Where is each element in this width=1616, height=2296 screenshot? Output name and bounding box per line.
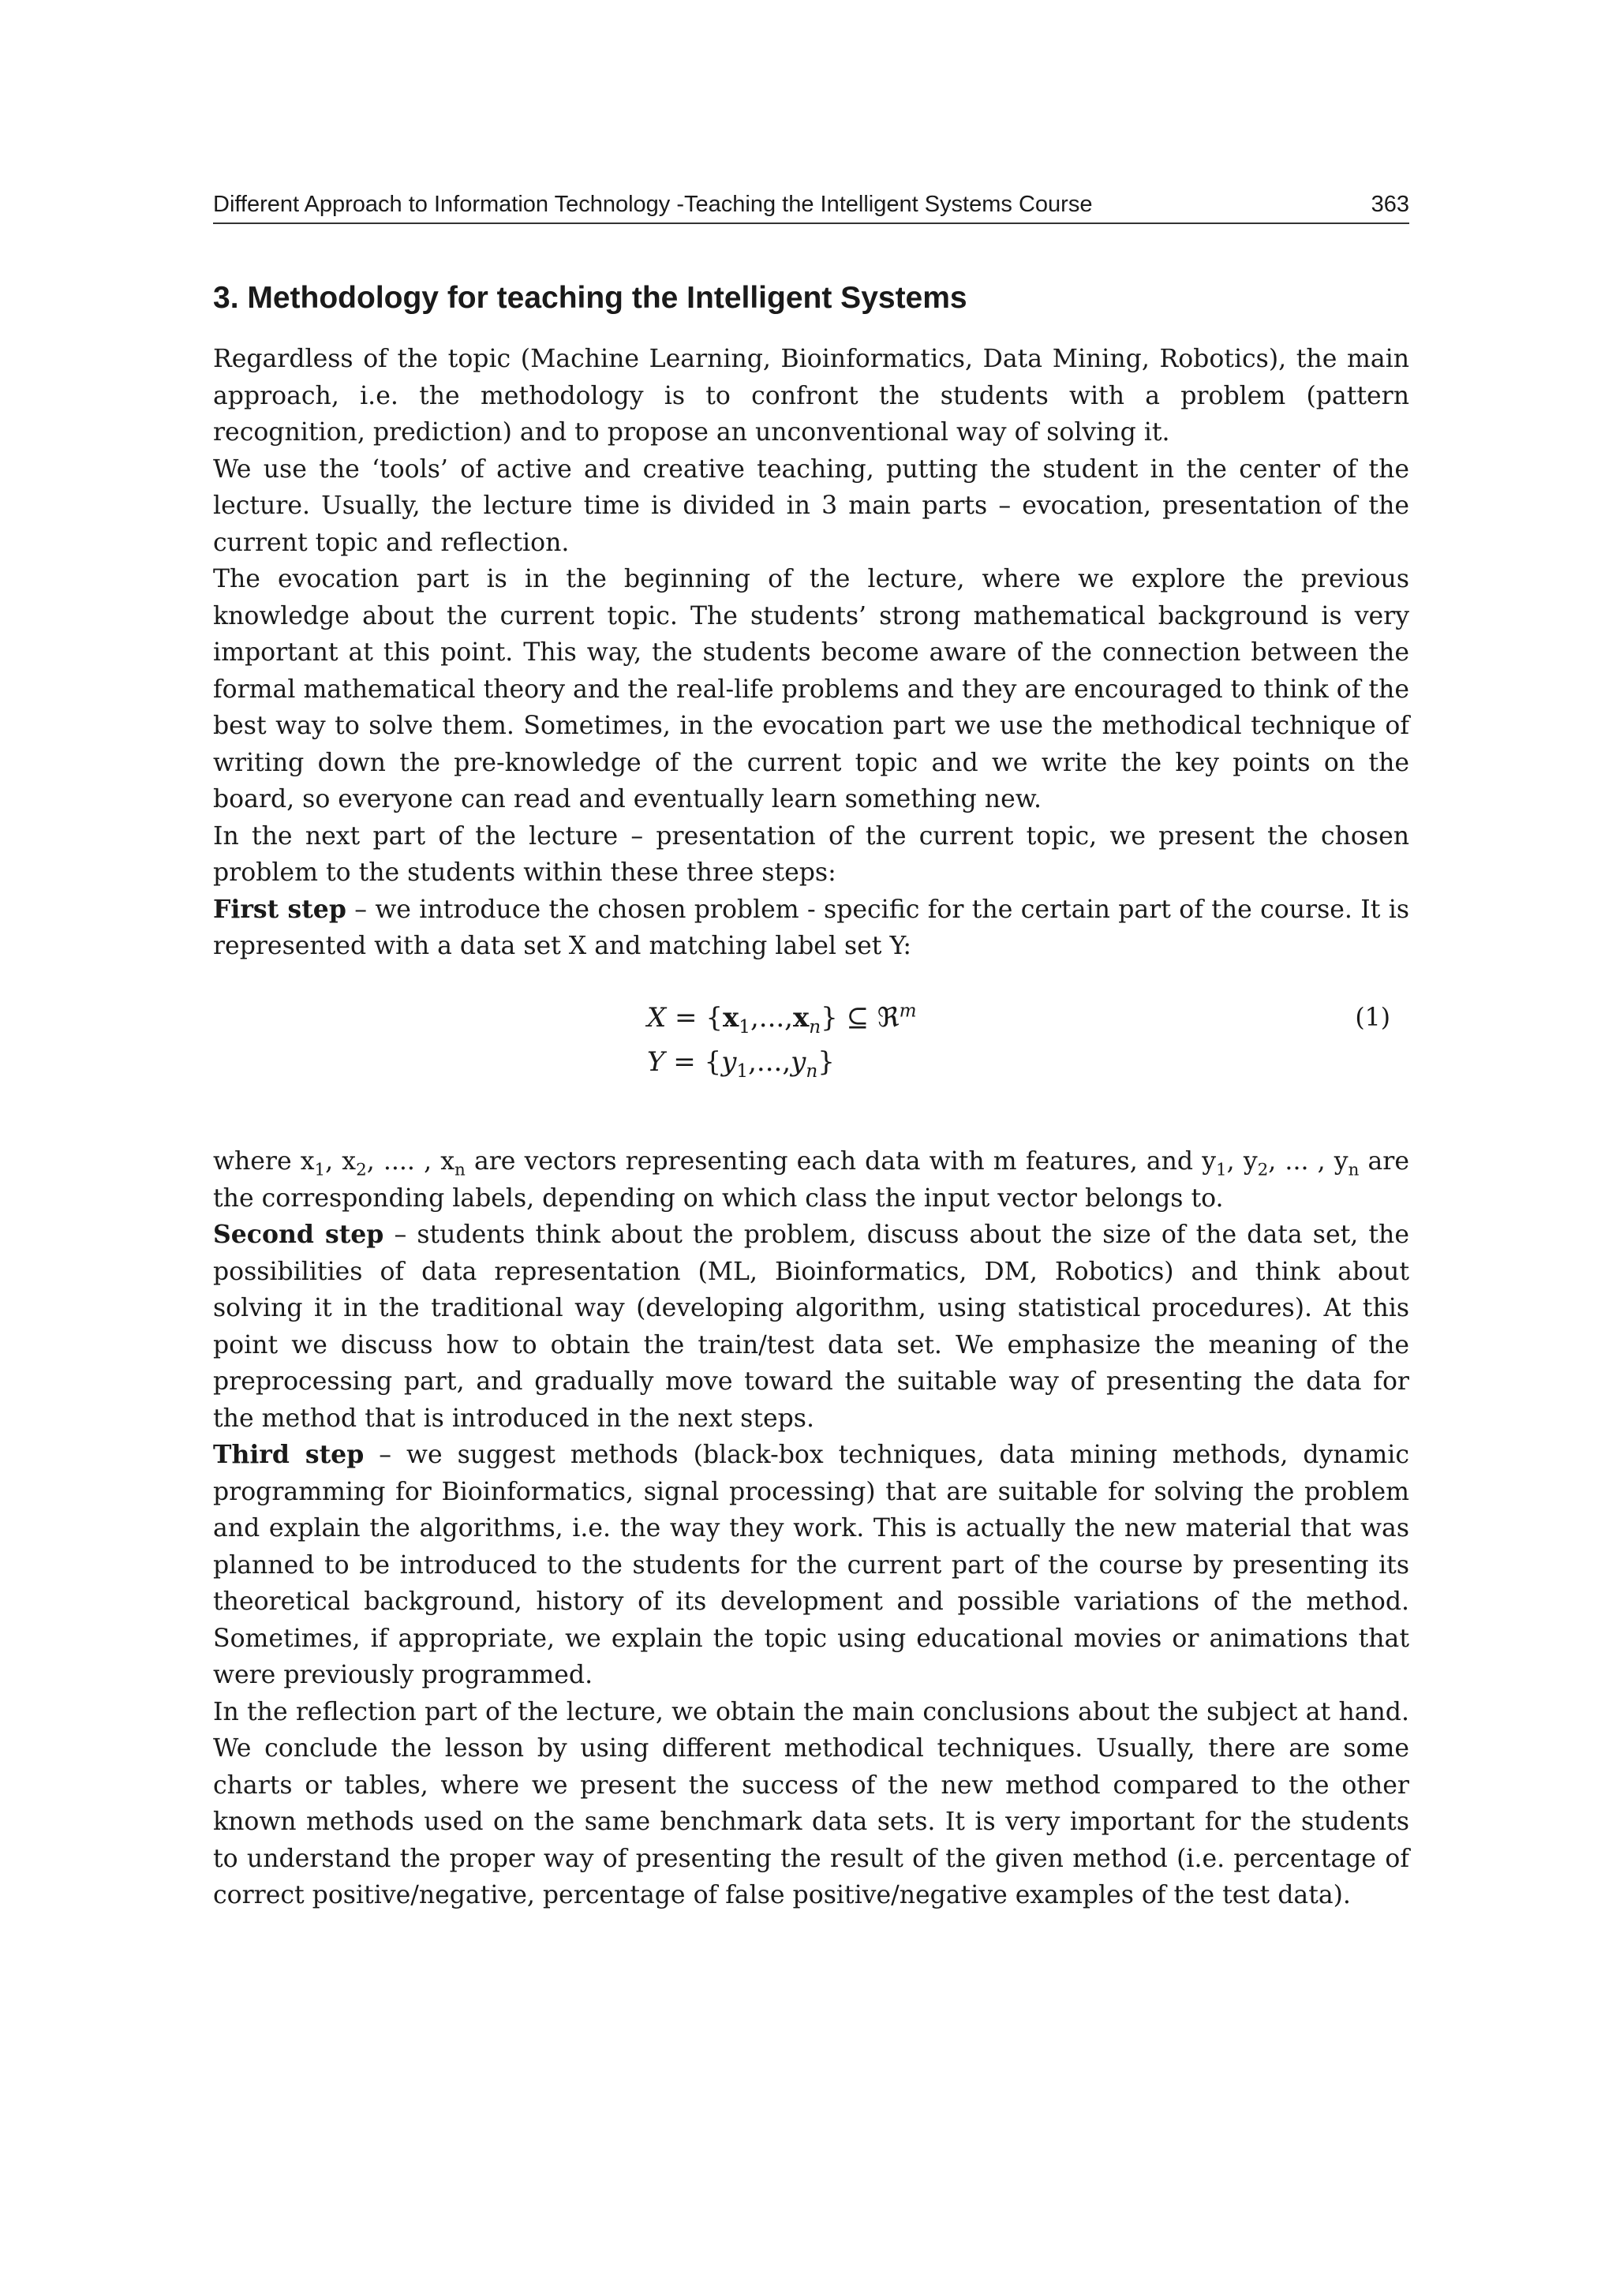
paragraph-evocation: The evocation part is in the beginning of the lecture, where we explore the previous knowledge about the current topic. The students’ strong mathematical background is very important at this point. This way, the students become aware of the connection between the formal mathematical theory and the real-life problems and they are encouraged to think of the best way to solve them. Sometimes, in the evocation part we use the methodical technique of writing down the pre-knowledge of the current topic and we write the key points on the board, so everyone can read and eventually learn something new.: [213, 565, 1409, 813]
paragraph-intro: Regardless of the topic (Machine Learning, Bioinformatics, Data Mining, Robotics), the main approach, i.e. the methodology is to confront the students with a problem (pattern recognition, prediction) and to propose an unconventional way of solving it.: [213, 345, 1409, 447]
paragraph-reflection: In the reflection part of the lecture, we obtain the main conclusions about the subject at hand. We conclude the lesson by using different methodical techniques. Usually, there are some charts or tables, where we present the success of the new method compared to the other known methods used on the same benchmark data sets. It is very important for the students to understand the proper way of presenting the result of the given method (i.e. percentage of correct positive/negative, percentage of false positive/negative examples of the test data).: [213, 1697, 1409, 1909]
paragraph-step-one: [213, 892, 1409, 965]
paragraph-tools: We use the ‘tools’ of active and creative teaching, putting the student in the center of the lecture. Usually, the lecture time is divided in 3 main parts – evocation, presentation of the current topic and reflection.: [213, 454, 1409, 557]
equation-line-y: $Y = \{y_1,...,y_n\}$: [647, 1046, 835, 1082]
step-one-label: First step: [213, 894, 346, 924]
paragraph-step-three: [213, 1437, 1409, 1694]
body-text-upper: [213, 341, 1409, 965]
running-header: [213, 186, 1409, 224]
section-heading: 3. Methodology for teaching the Intelligent Systems: [213, 281, 967, 315]
paragraph-where: where $x_1$, $x_2$, .... , $x_n$ are vectors representing each data with m features, and $y_1$, $y_2$, ... , $y_n$ are the corresponding labels, depending on which class the input vector belongs to.: [213, 1147, 1410, 1213]
page-number: 363: [1371, 192, 1409, 217]
equation-body: [647, 996, 917, 1084]
step-three-text: – we suggest methods (black-box techniques, data mining methods, dynamic programming for Bioinformatics, signal processing) that are suitable for solving the problem and explain the algorithms, i.e. the way they work. This is actually the new material that was planned to be introduced to the students for the current part of the course by presenting its theoretical background, history of its development and possible variations of the method. Sometimes, if appropriate, we explain the topic using educational movies or animations that were previously programmed.: [213, 1441, 1410, 1689]
running-title: Different Approach to Information Technology -Teaching the Intelligent Systems Course: [213, 192, 1093, 217]
equation-number: (1): [1355, 1004, 1390, 1032]
step-two-label: Second step: [213, 1220, 384, 1249]
equation-line-x: $X = \{x_1,...,x_n\}$ ⊆ ℜ$^m$: [647, 1000, 917, 1038]
body-text-lower: [213, 1143, 1409, 1914]
paragraph-next-part: In the next part of the lecture – presentation of the current topic, we present the chosen problem to the students within these three steps:: [213, 821, 1409, 887]
equation-1: [213, 996, 1409, 1090]
step-one-text: – we introduce the chosen problem - specific for the certain part of the course. It is represented with a data set X and matching label set Y:: [213, 895, 1409, 960]
paragraph-step-two: [213, 1217, 1409, 1437]
step-two-text: – students think about the problem, discuss about the size of the data set, the possibilities of data representation (ML, Bioinformatics, DM, Robotics) and think about solving it in the traditional way (developing algorithm, using statistical procedures). At this point we discuss how to obtain the train/test data set. We emphasize the meaning of the preprocessing part, and gradually move toward the suitable way of presenting the data for the method that is introduced in the next steps.: [213, 1221, 1409, 1433]
step-three-label: Third step: [213, 1440, 365, 1469]
